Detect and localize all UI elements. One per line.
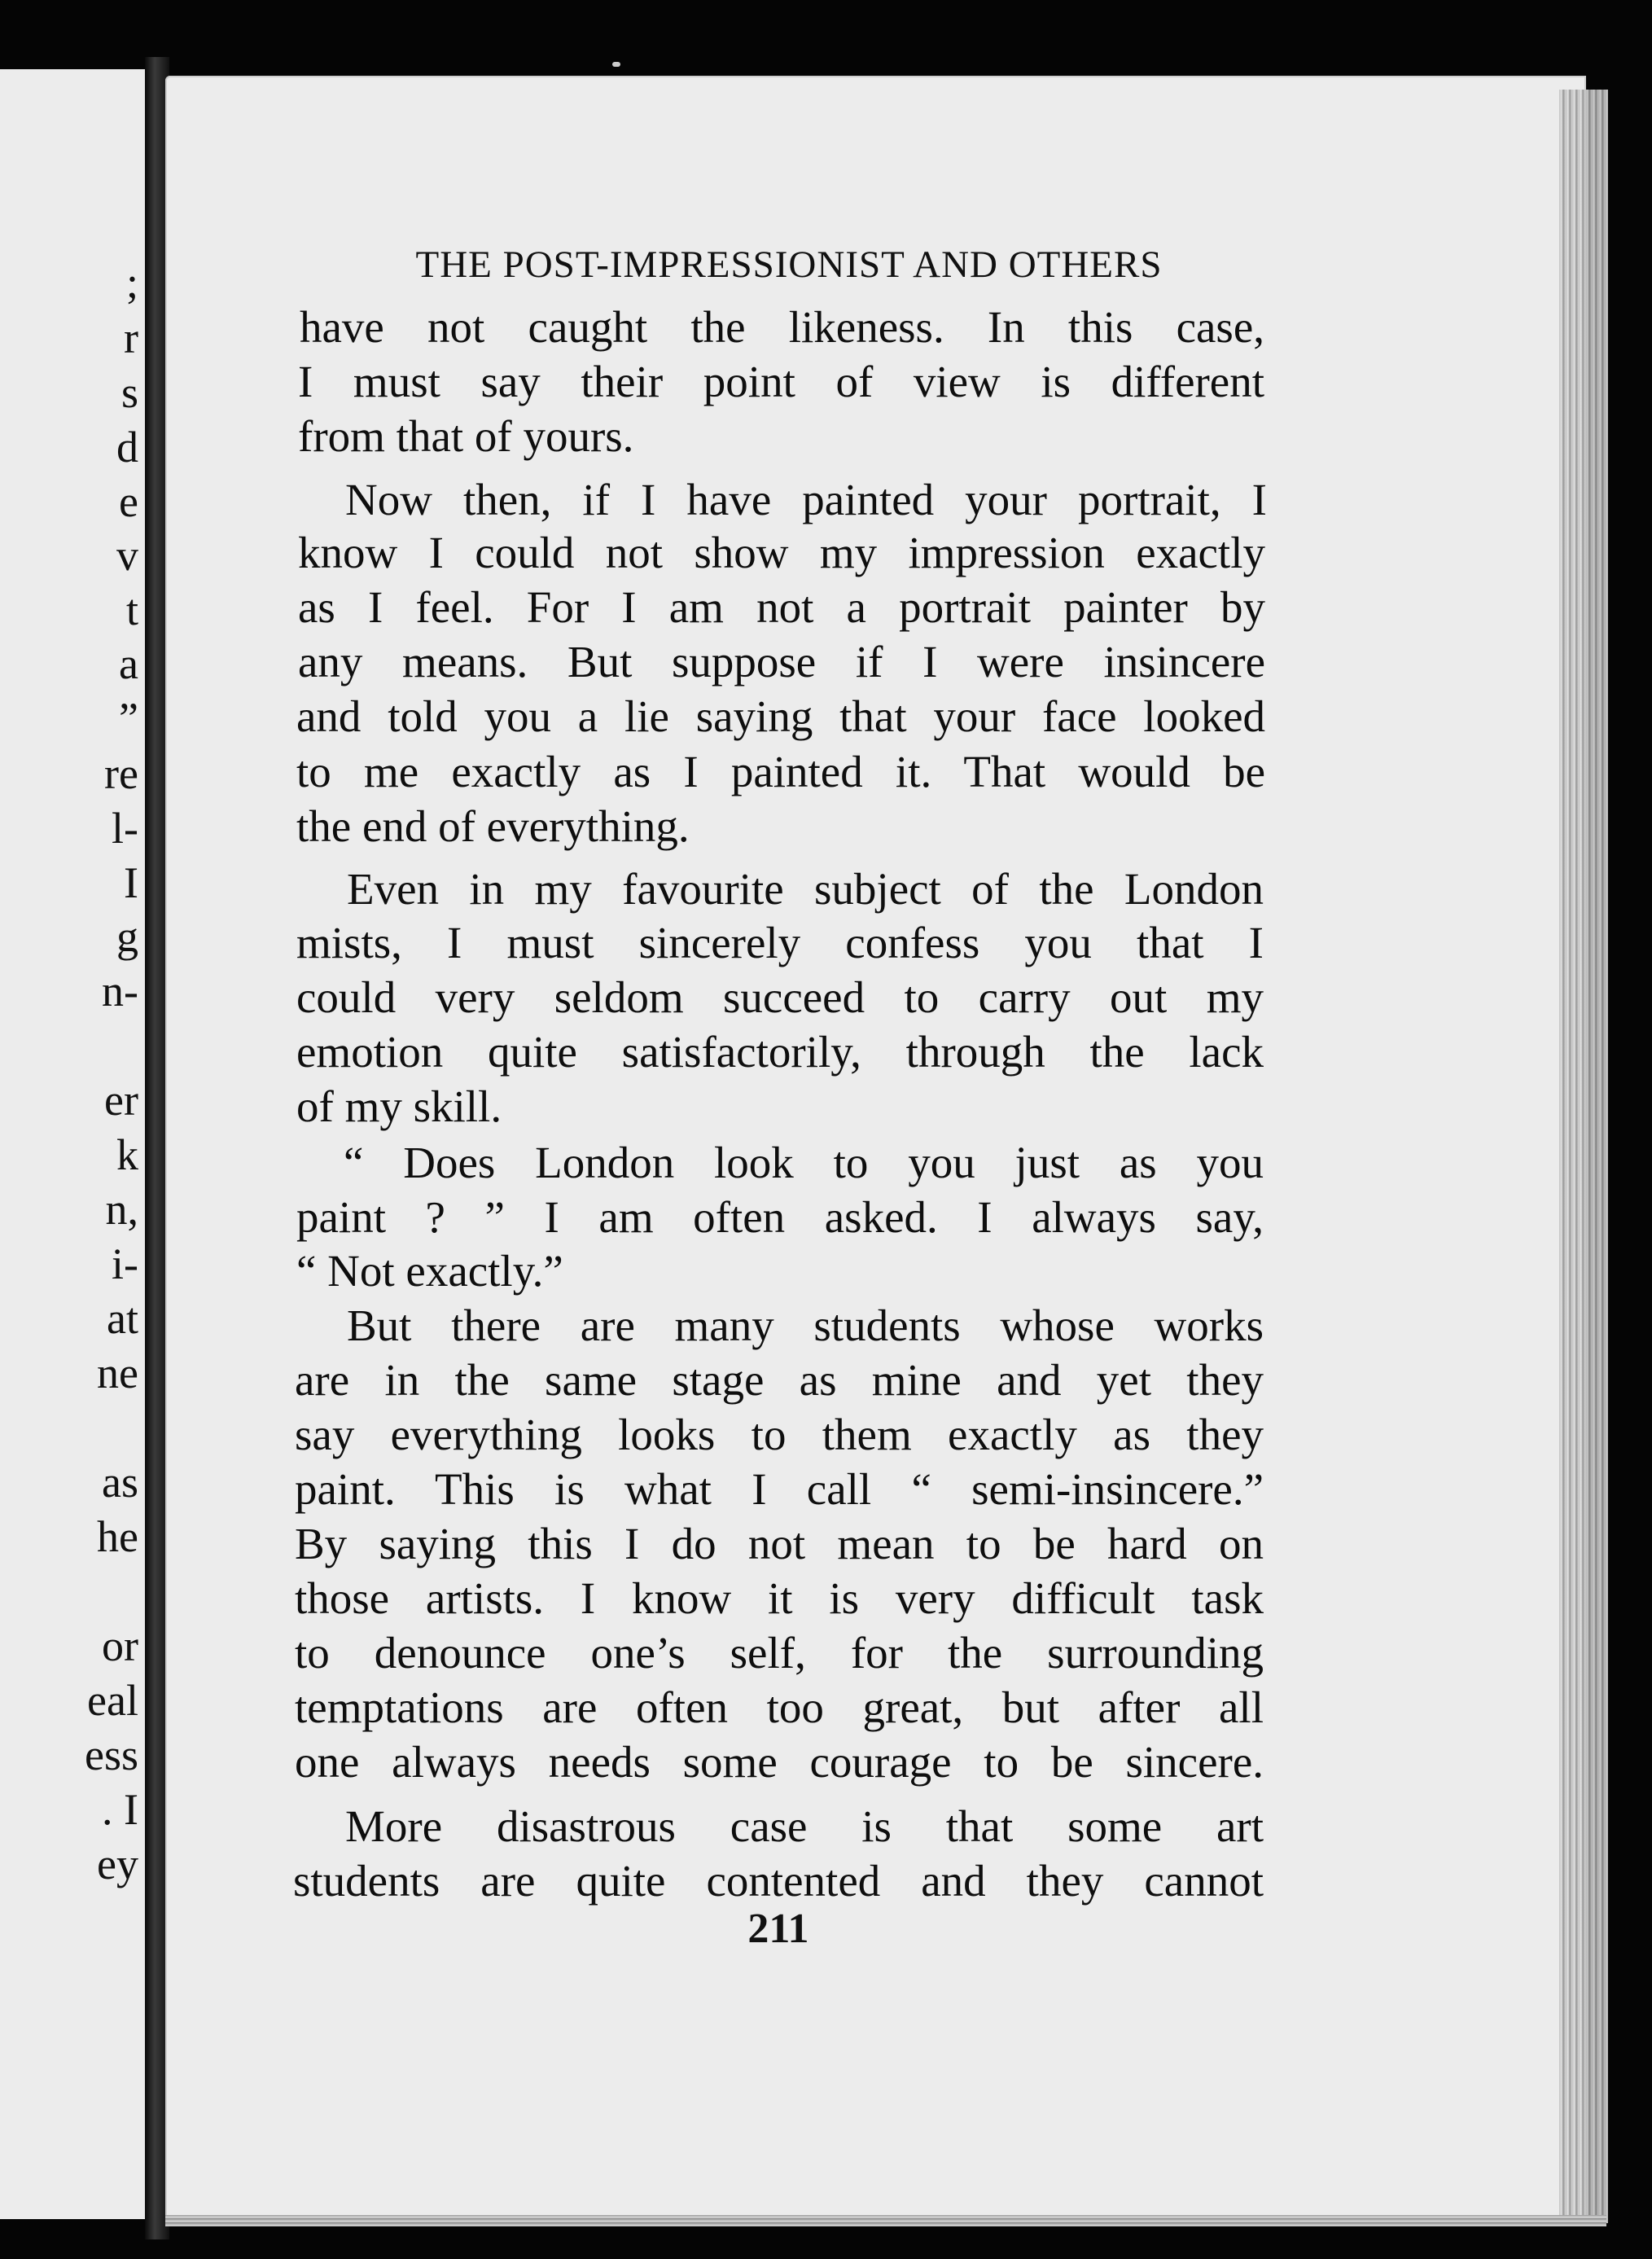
left-fragment: t xyxy=(125,586,138,634)
left-fragment: eal xyxy=(87,1676,138,1725)
text-line: are in the same stage as mine and yet they xyxy=(295,1355,1264,1405)
text-line: those artists. I know it is very difficult task xyxy=(295,1573,1264,1623)
left-fragment: g xyxy=(116,912,138,961)
text-line: to me exactly as I painted it. That would be xyxy=(296,747,1265,796)
left-fragment: k xyxy=(116,1130,138,1179)
text-line: have not caught the likeness. In this case, xyxy=(300,302,1264,352)
text-line: students are quite contented and they cannot xyxy=(293,1856,1264,1906)
text-line: But there are many students whose works xyxy=(347,1301,1264,1350)
text-line: temptations are often too great, but after all xyxy=(295,1682,1264,1732)
text-line: could very seldom succeed to carry out my xyxy=(296,972,1264,1022)
text-line: More disastrous case is that some art xyxy=(345,1801,1264,1851)
text-line: of my skill. xyxy=(296,1081,502,1131)
previous-page-edge xyxy=(0,69,147,2219)
left-fragment: r xyxy=(124,314,138,362)
text-line: Even in my favourite subject of the London xyxy=(347,864,1264,914)
left-fragment: ey xyxy=(97,1840,138,1888)
text-line: “ Not exactly.” xyxy=(296,1246,563,1296)
left-fragment: I xyxy=(124,858,138,907)
scan-speck xyxy=(612,62,620,67)
left-fragment: at xyxy=(107,1294,138,1343)
left-fragment: he xyxy=(97,1512,138,1561)
left-fragment: as xyxy=(102,1458,138,1507)
page-stack-edge xyxy=(1559,90,1608,2223)
left-fragment: e xyxy=(119,477,138,526)
text-line: mists, I must sincerely confess you that I xyxy=(296,918,1264,967)
text-line: paint. This is what I call “ semi-insincere.” xyxy=(295,1464,1264,1514)
text-line: paint ? ” I am often asked. I always say, xyxy=(296,1192,1264,1242)
left-fragment: v xyxy=(116,531,138,580)
text-line: Now then, if I have painted your portrait, I xyxy=(345,475,1267,524)
left-fragment: ne xyxy=(97,1349,138,1397)
text-line: know I could not show my impression exactly xyxy=(298,528,1265,577)
left-fragment: er xyxy=(104,1076,138,1125)
page-number: 211 xyxy=(747,1906,809,1952)
left-fragment: ess xyxy=(85,1730,138,1779)
left-fragment: ; xyxy=(125,258,138,307)
text-line: to denounce one’s self, for the surrounding xyxy=(295,1628,1264,1678)
text-line: any means. But suppose if I were insincere xyxy=(298,637,1265,686)
text-line: from that of yours. xyxy=(298,411,634,461)
text-line: one always needs some courage to be sincere. xyxy=(295,1737,1264,1787)
left-fragment: l- xyxy=(112,804,138,853)
text-line: emotion quite satisfactorily, through the lack xyxy=(296,1027,1264,1077)
left-fragment: n, xyxy=(105,1185,138,1234)
running-head: THE POST-IMPRESSIONIST AND OTHERS xyxy=(415,243,1163,286)
left-fragment: d xyxy=(116,423,138,472)
left-fragment: n- xyxy=(102,967,138,1015)
left-fragment: s xyxy=(121,368,138,417)
text-line: I must say their point of view is different xyxy=(298,357,1264,406)
text-line: as I feel. For I am not a portrait painter by xyxy=(298,582,1265,632)
left-fragment: re xyxy=(104,749,138,798)
text-line: “ Does London look to you just as you xyxy=(344,1138,1264,1187)
text-line: and told you a lie saying that your face looked xyxy=(296,691,1265,741)
text-line: By saying this I do not mean to be hard on xyxy=(295,1519,1264,1568)
left-fragment: i- xyxy=(112,1239,138,1288)
page-stack-bottom xyxy=(165,2215,1606,2226)
left-fragment: or xyxy=(102,1621,138,1670)
text-line: the end of everything. xyxy=(296,801,690,851)
text-line: say everything looks to them exactly as they xyxy=(295,1410,1264,1459)
left-fragment: ” xyxy=(119,694,138,743)
left-fragment: a xyxy=(119,639,138,688)
left-fragment: . I xyxy=(102,1785,138,1834)
